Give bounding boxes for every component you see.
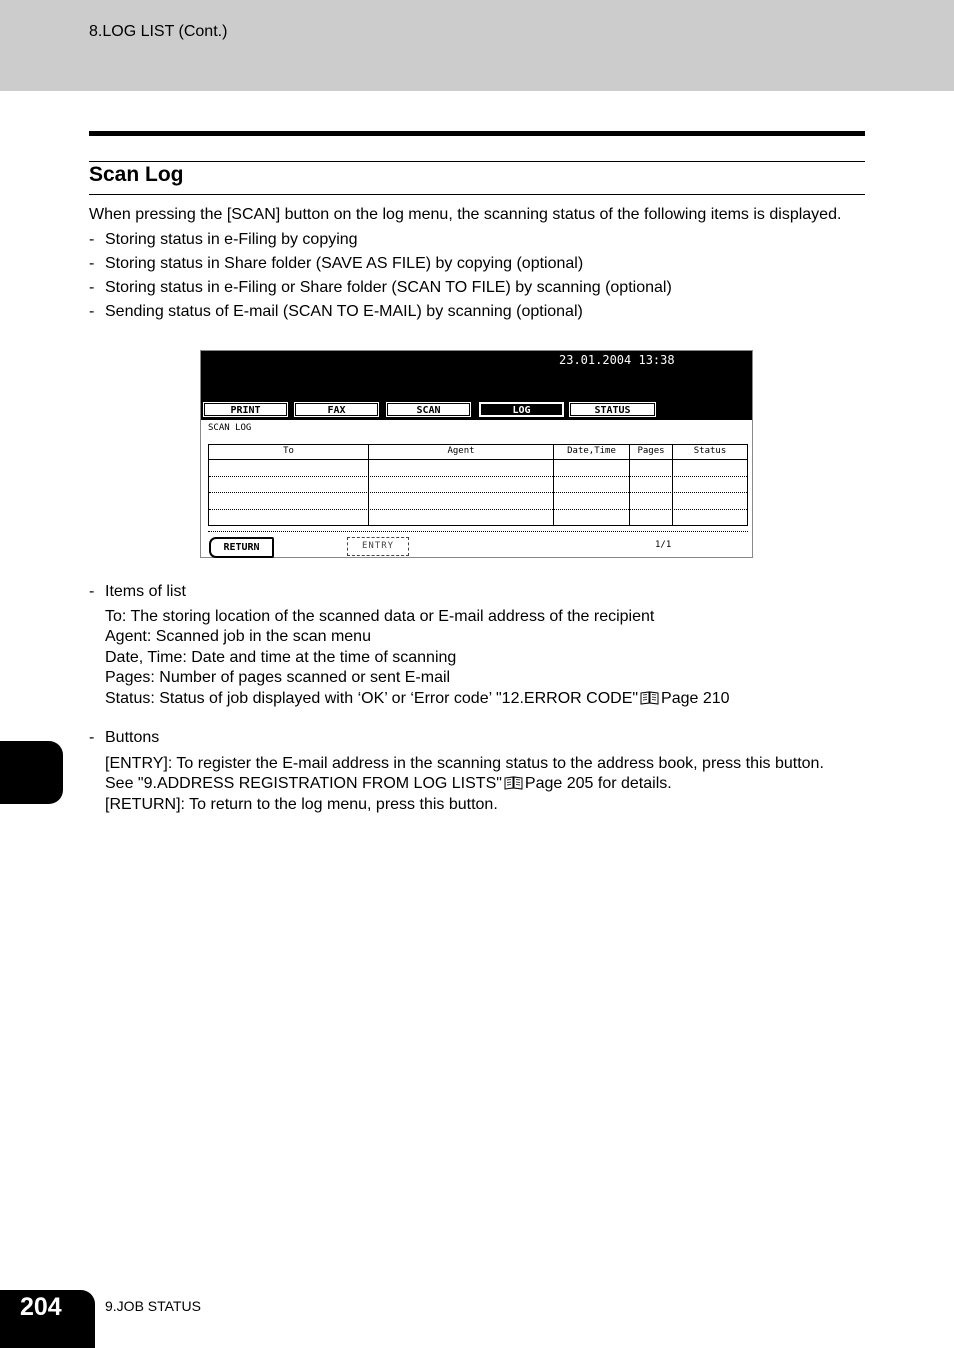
scan-log-screen [200,350,753,558]
buttons-heading: - Buttons [89,729,160,746]
column-header-status: Status [693,446,727,456]
tab-log[interactable]: LOG [479,402,564,417]
tab-scan[interactable]: SCAN [386,402,471,417]
column-divider [672,445,673,525]
book-icon [504,776,523,790]
section-title: Scan Log [89,163,184,186]
screen-footer-divider [208,531,748,532]
column-divider [629,445,630,525]
item-agent: Agent: Scanned job in the scan menu [105,628,371,646]
tab-print[interactable]: PRINT [203,402,288,417]
list-item: - Storing status in e-Filing or Share folder (SCAN TO FILE) by scanning (optional) [89,279,672,296]
item-status: Status: Status of job displayed with ‘OK’ or ‘Error code’ "12.ERROR CODE" Page 210 [105,689,730,707]
entry-reference: See "9.ADDRESS REGISTRATION FROM LOG LISTS" Page 205 for details. [105,775,672,793]
chapter-footer: 9.JOB STATUS [105,1298,201,1314]
chapter-side-tab [0,741,63,804]
book-icon [640,691,659,705]
list-item: - Storing status in Share folder (SAVE AS FILE) by copying (optional) [89,255,584,272]
column-header-date-time: Date,Time [567,446,616,456]
header-band [0,0,954,91]
column-header-to: To [283,446,294,456]
table-row[interactable] [209,476,747,477]
table-row[interactable] [209,492,747,493]
screen-title: SCAN LOG [208,423,252,433]
column-header-agent: Agent [447,446,475,456]
running-title: 8.LOG LIST (Cont.) [89,23,228,40]
screen-datetime: 23.01.2004 13:38 [559,353,675,367]
table-header-divider [209,459,747,460]
table-row[interactable] [209,509,747,510]
list-item: - Sending status of E-mail (SCAN TO E-MAIL) by scanning (optional) [89,303,583,320]
items-heading: - Items of list [89,583,186,600]
item-pages: Pages: Number of pages scanned or sent E-mail [105,669,451,687]
intro-paragraph: When pressing the [SCAN] button on the log menu, the scanning status of the following items is displayed. [89,206,842,223]
screen-header [201,351,752,420]
page-number: 204 [20,1293,62,1321]
section-rule-thick [89,131,865,136]
column-divider [553,445,554,525]
tab-fax[interactable]: FAX [294,402,379,417]
section-rule-bottom [89,194,865,195]
section-rule-top [89,161,865,162]
column-header-pages: Pages [637,446,665,456]
items-description [105,607,730,709]
entry-description: [ENTRY]: To register the E-mail address in the scanning status to the address book, press this button. [105,755,824,772]
return-description: [RETURN]: To return to the log menu, press this button. [105,795,498,813]
scan-item-list [89,230,672,326]
return-button[interactable]: RETURN [209,537,274,558]
entry-button[interactable]: ENTRY [347,537,409,556]
buttons-description [105,754,824,815]
item-date-time: Date, Time: Date and time at the time of scanning [105,648,457,666]
item-to: To: The storing location of the scanned data or E-mail address of the recipient [105,608,655,625]
page-indicator: 1/1 [655,540,672,550]
column-divider [368,445,369,525]
tab-status[interactable]: STATUS [569,402,656,417]
scan-log-table [208,444,748,526]
list-item: - Storing status in e-Filing by copying [89,231,358,248]
